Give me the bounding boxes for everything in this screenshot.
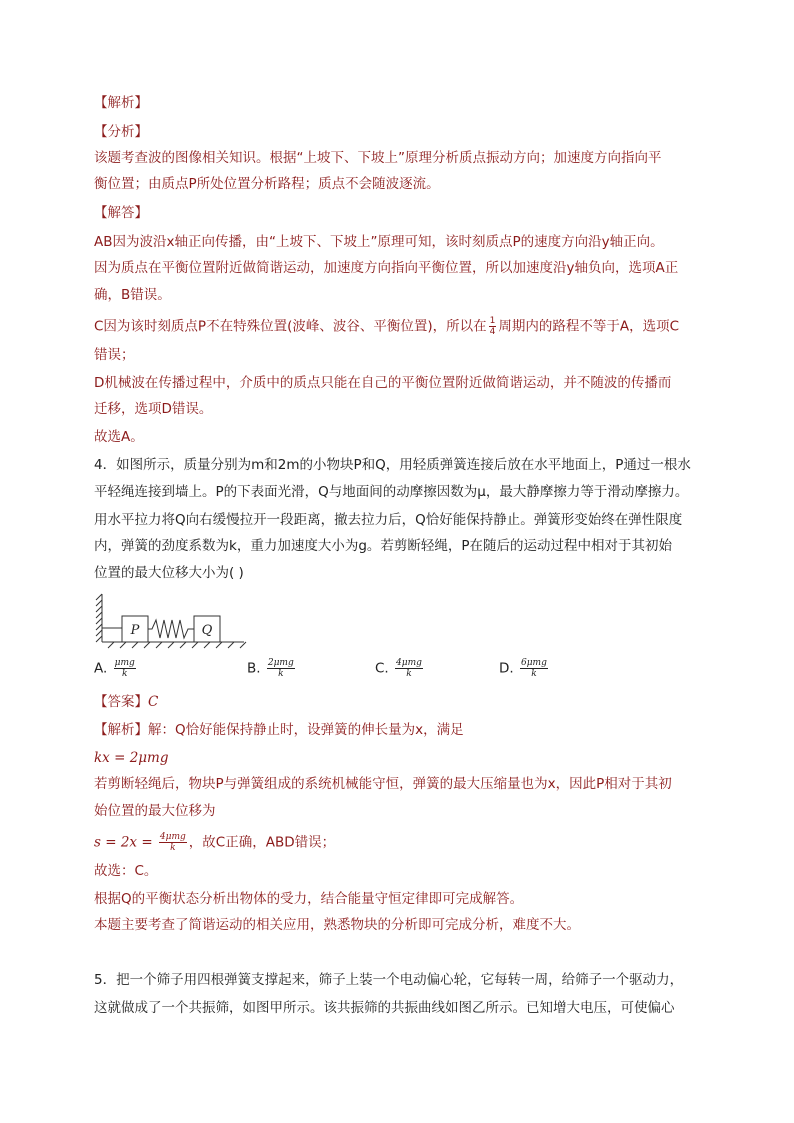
block-q-label: Q [201,623,213,638]
option-d-letter: D. [499,660,514,677]
heading-jieda: 【解答】 [94,205,148,221]
note-1: 根据Q的平衡状态分析出物体的受力，结合能量守恒定律即可完成解答。 [94,891,524,907]
option-b-den: k [278,669,284,679]
block-p-label: P [130,623,140,638]
quarter-fraction [489,316,497,337]
answer-d-line-2: 迁移，选项D错误。 [94,401,213,417]
wall-hatching [96,594,246,648]
spring [148,620,194,638]
answer-label: 【答案】 [94,694,148,710]
fenxi-line-2: 衡位置；由质点P所处位置分析路程；质点不会随波逐流。 [94,176,440,192]
q4-analysis-line-2: 若剪断轻绳后，物块P与弹簧组成的系统机械能守恒，弹簧的最大压缩量也为x，因此P相对于其初 [94,776,672,792]
spring-figure [94,590,254,650]
option-d-fraction [520,658,548,679]
equation-2-fraction [159,832,187,853]
answer-c-post: 周期内的路程不等于A，选项C [498,318,680,335]
option-c-num: 4μmg [396,658,422,668]
option-b[interactable] [247,658,297,679]
option-b-fraction [267,658,295,679]
q4-analysis-line-1 [94,720,464,740]
q4-analysis-line-3: 始位置的最大位移为 [94,803,216,819]
fenxi-line-1: 该题考查波的图像相关知识。根据“上坡下、下坡上”原理分析质点振动方向；加速度方向指向平 [94,150,662,166]
answer-c-line-1 [94,316,679,337]
answer-d-line-1: D机械波在传播过程中，介质中的质点只能在自己的平衡位置附近做简谐运动，并不随波的传播而 [94,375,672,391]
answer-line [94,692,158,712]
equation-1: kx = 2μmg [94,750,169,766]
option-a-letter: A. [94,660,108,677]
answer-ab-line-2: 因为质点在平衡位置附近做简谐运动，加速度方向指向平衡位置，所以加速度沿y轴负向，选项A正 [94,260,679,276]
answer-ab-line-1: AB因为波沿x轴正向传播，由“上坡下、下坡上”原理可知，该时刻质点P的速度方向沿y轴正向。 [94,234,664,250]
equation-2 [94,832,335,853]
answer-value: C [148,694,159,710]
answer-c-line-2: 错误； [94,347,135,363]
fraction-denominator: 4 [489,327,496,337]
option-a-num: μmg [114,658,135,668]
option-a[interactable] [94,658,138,679]
heading-jiexi: 【解析】 [94,95,148,111]
equation-2-post: ，故C正确，ABD错误； [188,834,336,851]
option-c[interactable] [375,658,425,679]
option-d-den: k [531,669,537,679]
heading-fenxi: 【分析】 [94,124,148,140]
equation-2-pre: s = 2x = [94,834,157,851]
choose-c: 故选：C。 [94,863,158,879]
note-2: 本题主要考查了简谐运动的相关应用，熟悉物块的分析即可完成分析，难度不大。 [94,917,580,933]
option-a-fraction [114,658,136,679]
fraction-numerator: 1 [489,316,496,326]
option-c-fraction [395,658,423,679]
option-a-den: k [121,669,128,679]
option-b-letter: B. [247,660,261,677]
option-d[interactable] [499,658,550,679]
q4-analysis-text-1: 解：Q恰好能保持静止时，设弹簧的伸长量为x，满足 [148,722,464,738]
q4-line-4: 内，弹簧的劲度系数为k，重力加速度大小为g。若剪断轻绳，P在随后的运动过程中相对于其初始 [94,538,673,554]
q4-line-5: 位置的最大位移大小为( ) [94,565,244,581]
q4-line-1: 4．如图所示，质量分别为m和2m的小物块P和Q，用轻质弹簧连接后放在水平地面上，P通过一根水 [94,457,691,473]
q5-line-2: 这就做成了一个共振筛，如图甲所示。该共振筛的共振曲线如图乙所示。已知增大电压，可使偏心 [94,1000,675,1016]
choose-a: 故选A。 [94,429,144,445]
q4-line-3: 用水平拉力将Q向右缓慢拉开一段距离，撤去拉力后，Q恰好能保持静止。弹簧形变始终在弹性限度 [94,512,683,528]
answer-c-pre: C因为该时刻质点P不在特殊位置(波峰、波谷、平衡位置)，所以在 [94,318,487,335]
q5-line-1: 5．把一个筛子用四根弹簧支撑起来，筛子上装一个电动偏心轮，它每转一周，给筛子一个驱动力， [94,972,684,988]
option-d-num: 6μmg [520,658,547,668]
option-c-den: k [406,669,412,679]
equation-2-num: 4μmg [159,832,186,842]
q4-line-2: 平轻绳连接到墙上。P的下表面光滑，Q与地面间的动摩擦因数为μ，最大静摩擦力等于滑动摩擦力。 [94,484,689,500]
q4-analysis-label: 【解析】 [94,722,148,738]
option-c-letter: C. [375,660,389,677]
answer-ab-line-3: 确，B错误。 [94,287,171,303]
option-b-num: 2μmg [267,658,294,668]
equation-2-den: k [170,843,176,853]
